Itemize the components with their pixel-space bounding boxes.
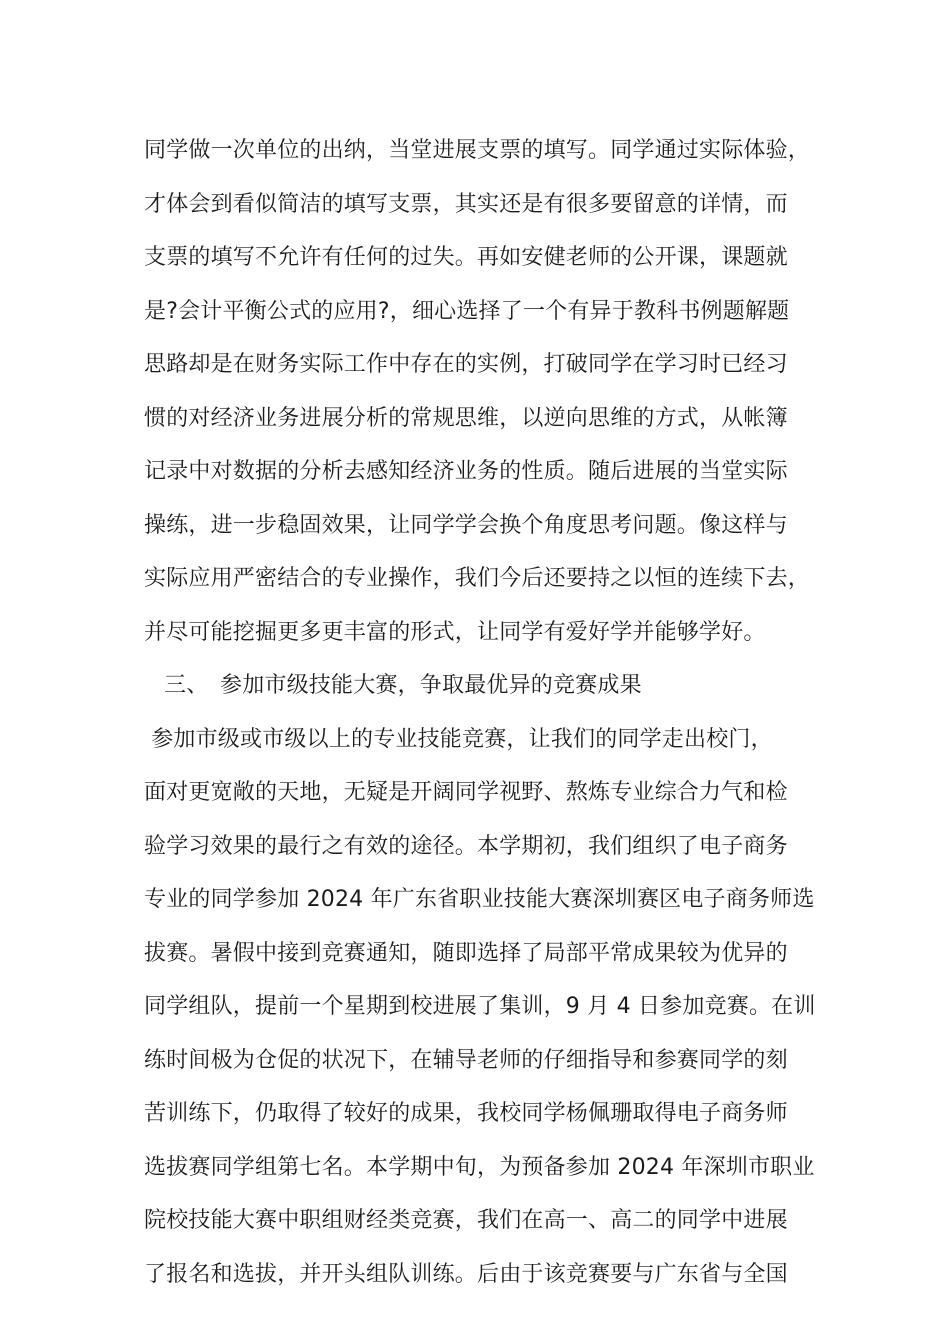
text-line: 参加市级或市级以上的专业技能竞赛，让我们的同学走出校门，	[144, 726, 773, 752]
text-line: 是?会计平衡公式的应用?，细心选择了一个有异于教科书例题解题	[144, 298, 790, 324]
text-line: 同学做一次单位的出纳，当堂进展支票的填写。同学通过实际体验，	[144, 138, 811, 163]
text-line: 思路却是在财务实际工作中存在的实例，打破同学在学习时已经习	[144, 352, 788, 377]
text-line: 了报名和选拔，并开头组队训练。后由于该竞赛要与广东省与全国	[144, 1261, 788, 1287]
text-line: 练时间极为仓促的状况下，在辅导老师的仔细指导和参赛同学的刻	[144, 1047, 788, 1073]
text-line: 并尽可能挖掘更多更丰富的形式，让同学有爱好学并能够学好。	[144, 619, 766, 645]
text-line: 同学组队，提前一个星期到校进展了集训，9 月 4 日参加竞赛。在训	[144, 994, 816, 1019]
text-line: 惯的对经济业务进展分析的常规思维，以逆向思维的方式，从帐簿	[144, 405, 788, 431]
text-line: 苦训练下，仍取得了较好的成果，我校同学杨佩珊取得电子商务师	[144, 1101, 788, 1126]
paragraph-1	[144, 124, 824, 659]
section-number: 三、	[164, 673, 209, 698]
text-line: 记录中对数据的分析去感知经济业务的性质。随后进展的当堂实际	[144, 459, 788, 484]
section-heading	[144, 659, 824, 713]
text-line: 选拔赛同学组第七名。本学期中旬，为预备参加 2024 年深圳市职业	[144, 1154, 815, 1180]
text-line: 实际应用严密结合的专业操作，我们今后还要持之以恒的连续下去，	[144, 566, 811, 591]
text-line: 面对更宽敞的天地，无疑是开阔同学视野、熬炼专业综合力气和检	[144, 780, 788, 805]
paragraph-2	[144, 713, 824, 1302]
text-line: 操练，进一步稳固效果，让同学学会换个角度思考问题。像这样与	[144, 512, 788, 538]
document-body	[144, 124, 824, 1301]
text-line: 专业的同学参加 2024 年广东省职业技能大赛深圳赛区电子商务师选	[144, 887, 815, 912]
text-line: 验学习效果的最行之有效的途径。本学期初，我们组织了电子商务	[144, 833, 788, 859]
text-line: 院校技能大赛中职组财经类竞赛，我们在高一、高二的同学中进展	[144, 1208, 788, 1233]
section-title: 参加市级技能大赛，争取最优异的竞赛成果	[220, 673, 642, 698]
text-line: 才体会到看似简洁的填写支票，其实还是有很多要留意的详情，而	[144, 191, 788, 217]
text-line: 拔赛。暑假中接到竞赛通知，随即选择了局部平常成果较为优异的	[144, 940, 788, 966]
text-line: 支票的填写不允许有任何的过失。再如安健老师的公开课，课题就	[144, 245, 788, 270]
